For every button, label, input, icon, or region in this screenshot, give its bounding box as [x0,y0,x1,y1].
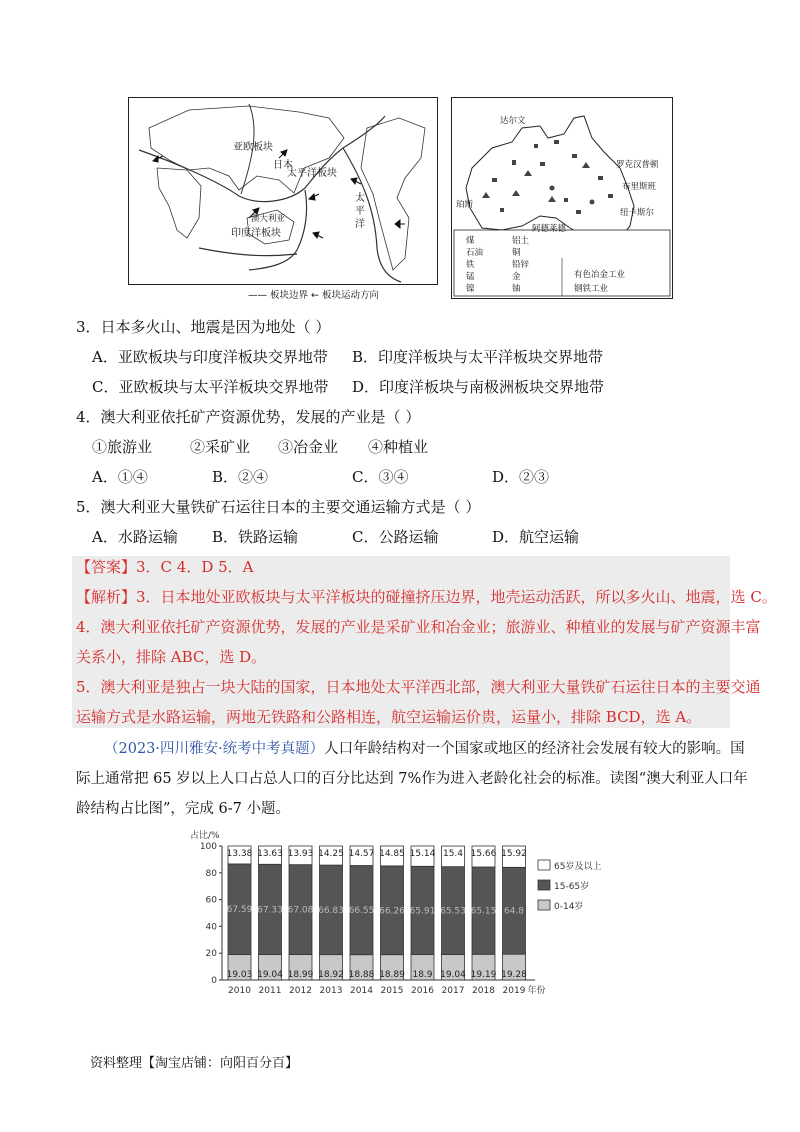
q4-option-d: D．②③ [492,468,550,486]
y-tick-label: 0 [211,976,217,986]
plate-map-drawing [129,98,437,284]
data-label: 65.15 [470,906,497,917]
data-label: 13.93 [287,849,314,859]
data-label: 67.33 [257,905,283,916]
data-label: 66.26 [379,906,405,917]
map-label-australia: 澳大利亚 [251,214,286,224]
intro-line-2: 际上通常把 65 岁以上人口占总人口的百分比达到 7%作为进入老龄化社会的标准。读图“澳大利亚人口年 [76,771,748,787]
map-label-japan: 日本 [273,160,293,171]
map-label-indian-plate: 印度洋板块 [231,228,281,239]
data-label: 18.89 [379,970,405,980]
analysis-line-5: 运输方式是水路运输，两地无铁路和公路相连，航空运输运价贵，运量小，排除 BCD，选 A。 [76,708,702,726]
legend-coal: 煤 [466,236,475,246]
city-newcastle: 纽卡斯尔 [620,208,655,218]
legend-swatch [538,900,550,910]
data-label: 64.8 [503,906,525,917]
y-tick-label: 60 [205,895,217,906]
q5-option-b: B．铁路运输 [212,528,299,546]
x-tick-label: 2017 [441,986,465,996]
legend-copper: 铜 [512,248,521,258]
data-label: 15.92 [501,849,527,859]
analysis-line-1: 【解析】3．日本地处亚欧板块与太平洋板块的碰撞挤压边界，地壳运动活跃，所以多火山、地震，选 C。 [76,588,777,606]
legend-manganese: 锰 [466,272,475,282]
map-label-pacific-plate: 太平洋板块 [287,168,337,179]
data-label: 19.19 [470,970,497,980]
q4-item-2: ②采矿业 [190,438,251,456]
city-darwin: 达尔文 [500,116,526,126]
x-tick-label: 2019 [502,986,526,996]
legend-label: 65岁及以上 [554,862,602,872]
q5-option-a: A．水路运输 [92,528,178,546]
x-tick-label: 2013 [319,986,343,996]
data-label: 13.63 [257,849,283,859]
x-axis-title: 年份 [527,986,546,996]
legend-oil: 石油 [466,248,484,258]
analysis-line-3: 关系小，排除 ABC，选 D。 [76,648,267,666]
q3-option-c: C．亚欧板块与太平洋板块交界地带 [92,378,329,396]
q4-item-1: ①旅游业 [92,438,153,456]
map-label-ocean: 太平洋 [355,193,365,230]
analysis-line-2: 4．澳大利亚依托矿产资源优势，发展的产业是采矿业和冶金业；旅游业、种植业的发展与矿产资源丰富 [76,618,761,636]
city-perth: 珀斯 [456,200,474,210]
question-source: （2023·四川雅安·统考中考真题） [104,741,325,757]
legend-label: 15-65岁 [554,882,590,892]
q4-option-a: A．①④ [92,468,148,486]
y-tick-label: 20 [205,949,217,960]
y-tick-label: 100 [199,842,217,852]
data-label: 65.91 [409,906,436,917]
intro-line-1 [104,739,745,759]
data-label: 18.9 [412,970,433,980]
data-label: 67.08 [287,905,314,916]
q5-option-c: C．公路运输 [352,528,439,546]
city-brisbane: 布里斯班 [622,182,657,192]
answer-panel [72,556,730,728]
y-axis-title: 占比/% [190,831,220,841]
legend-swatch [538,880,550,890]
data-label: 19.28 [501,970,527,980]
legend-gold: 金 [512,272,521,282]
answer-line: 【答案】3．C 4．D 5．A [76,558,254,576]
map-label-eurasia: 亚欧板块 [233,142,273,153]
data-label: 65.53 [440,906,466,917]
x-tick-label: 2014 [350,986,373,996]
y-tick-label: 40 [205,922,217,933]
q3-option-d: D．印度洋板块与南极洲板块交界地带 [352,378,605,396]
legend-bauxite: 铝土 [512,236,530,246]
data-label: 67.59 [226,905,253,916]
q5-stem: 5．澳大利亚大量铁矿石运往日本的主要交通运输方式是（ ） [76,498,481,516]
x-tick-label: 2012 [289,986,312,996]
legend-uranium: 铀 [512,284,521,294]
data-label: 18.99 [287,970,314,980]
data-label: 15.66 [470,849,497,859]
legend-lead-zinc: 铅锌 [512,260,530,270]
intro-text-1: 人口年龄结构对一个国家或地区的经济社会发展有较大的影响。国 [324,741,745,757]
data-label: 18.88 [348,970,375,980]
x-tick-label: 2015 [380,986,404,996]
data-label: 18.92 [318,970,344,980]
plate-map [128,97,438,285]
q3-option-b: B．印度洋板块与太平洋板块交界地带 [352,348,604,366]
q4-item-3: ③冶金业 [278,438,339,456]
city-adelaide: 阿德莱德 [532,224,567,234]
x-tick-label: 2011 [258,986,282,996]
city-rockhampton: 罗克汉普顿 [616,160,659,170]
data-label: 15.4 [442,849,464,860]
data-label: 19.04 [257,970,283,980]
y-tick-label: 80 [205,868,217,879]
footer-note: 资料整理【淘宝店铺：向阳百分百】 [90,1056,299,1071]
legend-label: 0-14岁 [554,902,584,912]
legend-swatch [538,860,550,870]
data-label: 66.83 [318,905,344,916]
legend-steel-industry: 钢铁工业 [574,284,609,294]
population-age-structure-chart [190,830,650,1002]
q4-option-c: C．③④ [352,468,409,486]
q3-stem: 3．日本多火山、地震是因为地处（ ） [76,318,331,336]
plate-map-legend: —— 板块边界 ← 板块运动方向 [248,290,380,301]
q4-item-4: ④种植业 [368,438,429,456]
data-label: 14.85 [379,849,405,859]
data-label: 13.38 [226,849,253,859]
data-label: 14.57 [348,849,375,859]
q4-option-b: B．②④ [212,468,269,486]
q4-stem: 4．澳大利亚依托矿产资源优势，发展的产业是（ ） [76,408,421,426]
legend-iron: 铁 [466,260,475,270]
data-label: 14.25 [318,849,344,859]
data-label: 19.03 [226,970,253,980]
data-label: 15.14 [409,849,436,859]
x-tick-label: 2016 [411,986,434,996]
q5-option-d: D．航空运输 [492,528,580,546]
australia-map-drawing [452,98,672,298]
intro-line-3: 龄结构占比图”，完成 6-7 小题。 [76,801,290,817]
australia-map [451,97,673,299]
q3-option-a: A．亚欧板块与印度洋板块交界地带 [92,348,328,366]
x-tick-label: 2018 [472,986,495,996]
legend-nickel: 镍 [466,284,475,294]
legend-nonferrous-industry: 有色冶金工业 [574,270,626,280]
analysis-line-4: 5．澳大利亚是独占一块大陆的国家，日本地处太平洋西北部，澳大利亚大量铁矿石运往日本的主要交通 [76,678,761,696]
data-label: 66.55 [348,906,375,917]
x-tick-label: 2010 [228,986,251,996]
data-label: 19.04 [440,970,466,980]
